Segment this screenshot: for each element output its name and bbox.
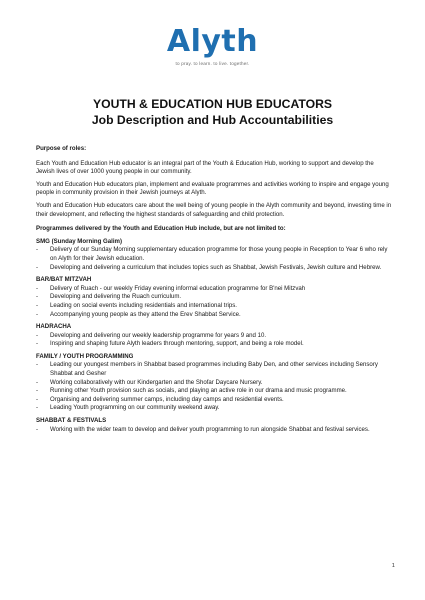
list-item: - Organising and delivering summer camps, including day camps and residential events. — [36, 396, 393, 405]
list-item: - Leading on social events including residentials and international trips. — [36, 302, 393, 311]
section-title: SHABBAT & FESTIVALS — [36, 417, 107, 425]
list-item: - Inspiring and shaping future Alyth leaders through mentoring, support, and being a role model. — [36, 340, 393, 349]
alyth-logo — [0, 26, 425, 70]
document-title — [0, 96, 425, 128]
section-smg — [36, 238, 393, 272]
title-line-1: YOUTH & EDUCATION HUB EDUCATORS — [92, 97, 332, 111]
section-title: SMG (Sunday Morning Galim) — [36, 237, 122, 245]
logo-tagline: to pray. to learn. to live. together. — [175, 61, 250, 66]
bullet-list — [36, 426, 393, 435]
bullet-list — [36, 332, 393, 349]
list-item: - Delivery of our Sunday Morning supplementary education programme for those young people in Reception to Year 6 who rely on Alyth for their Jewish education. — [36, 246, 393, 263]
list-item: - Delivery of Ruach - our weekly Friday evening informal education programme for B'nei Mitzvah — [36, 285, 393, 294]
list-item: - Developing and delivering a curriculum that includes topics such as Shabbat, Jewish Festivals, Jewish culture and Hebrew. — [36, 264, 393, 273]
section-hadracha — [36, 323, 393, 349]
list-item: - Leading our youngest members in Shabbat based programmes including Baby Den, and other services including Sensory Shabbat and Gesher — [36, 361, 393, 378]
bullet-list — [36, 285, 393, 319]
programmes-heading: Programmes delivered by the Youth and Education Hub include, but are not limited to: — [36, 225, 286, 233]
bullet-list — [36, 361, 393, 413]
purpose-paragraph: Youth and Education Hub educators care about the well being of young people in the Alyth community and beyond, investing time in their development, and reflecting the highest standards of safeguarding and child protection. — [36, 201, 392, 218]
section-family-youth — [36, 353, 393, 413]
title-line-2: Job Description and Hub Accountabilities — [91, 113, 334, 127]
bullet-list — [36, 246, 393, 272]
section-title: BAR/BAT MITZVAH — [36, 276, 92, 284]
list-item: - Working with the wider team to develop and deliver youth programming to run alongside Shabbat and festival services. — [36, 426, 393, 435]
section-title: HADRACHA — [36, 323, 72, 331]
document-body — [36, 145, 393, 434]
logo-wordmark: Alyth — [166, 24, 259, 59]
section-title: FAMILY / YOUTH PROGRAMMING — [36, 352, 134, 360]
list-item: - Running other Youth provision such as socials, and playing an active role in our drama and music programme. — [36, 387, 393, 396]
list-item: - Working collaboratively with our Kindergarten and the Shofar Daycare Nursery. — [36, 379, 393, 388]
list-item: - Leading Youth programming on our community weekend away. — [36, 404, 393, 413]
section-shabbat-festivals — [36, 417, 393, 434]
purpose-heading: Purpose of roles: — [36, 145, 87, 152]
page-number: 1 — [391, 563, 395, 569]
purpose-paragraph: Youth and Education Hub educators plan, implement and evaluate programmes and activities working to inspire and engage young people in community provision in their Jewish journeys at Alyth. — [36, 180, 389, 197]
list-item: - Developing and delivering our weekly leadership programme for years 9 and 10. — [36, 332, 393, 341]
list-item: - Accompanying young people as they attend the Erev Shabbat Service. — [36, 311, 393, 320]
purpose-paragraph: Each Youth and Education Hub educator is an integral part of the Youth & Education Hub, working to support and develop the Jewish lives of over 1000 young people in our community. — [36, 159, 374, 176]
list-item: - Developing and delivering the Ruach curriculum. — [36, 293, 393, 302]
section-bar-bat-mitzvah — [36, 276, 393, 319]
logo-mark — [167, 26, 258, 66]
